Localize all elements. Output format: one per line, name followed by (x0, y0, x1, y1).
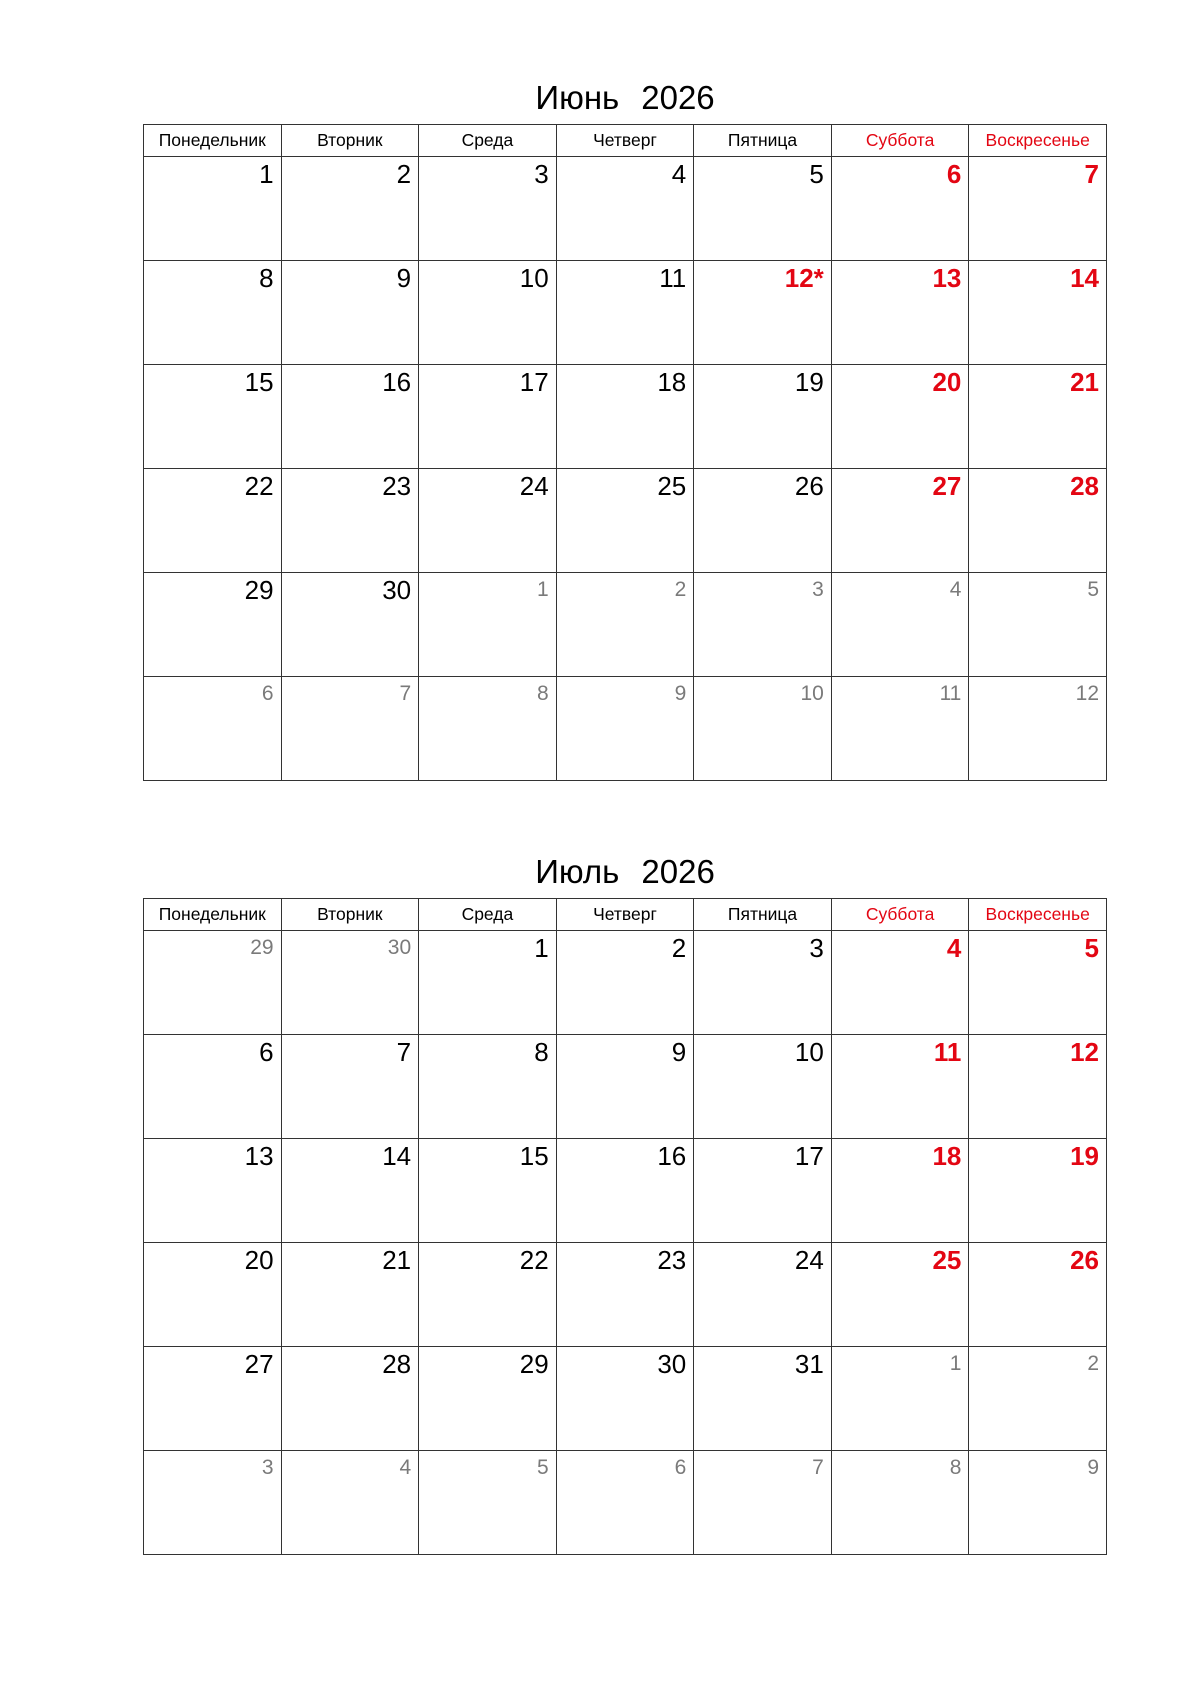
day-number: 19 (794, 367, 824, 397)
month-title (143, 76, 1107, 120)
day-number: 8 (537, 682, 549, 705)
day-cell (419, 1451, 557, 1555)
day-number: 22 (244, 471, 274, 501)
day-number: 1 (537, 578, 549, 601)
day-cell (831, 365, 969, 469)
weekday-header: Воскресенье (969, 125, 1107, 157)
day-cell (281, 261, 419, 365)
day-number: 29 (519, 1349, 549, 1379)
day-cell (419, 1243, 557, 1347)
day-number: 2 (396, 159, 412, 189)
day-number: 17 (519, 367, 549, 397)
day-number: 12* (784, 263, 824, 293)
day-number: 29 (244, 575, 274, 605)
day-cell (969, 1451, 1107, 1555)
day-cell (969, 1035, 1107, 1139)
day-number: 18 (932, 1141, 962, 1171)
day-cell (969, 931, 1107, 1035)
day-cell (556, 931, 694, 1035)
week-row (144, 365, 1107, 469)
day-number: 19 (1070, 1141, 1099, 1171)
day-number: 10 (794, 1037, 824, 1067)
day-number: 9 (671, 1037, 687, 1067)
day-number: 8 (259, 263, 274, 293)
weekday-header: Понедельник (144, 125, 282, 157)
day-number: 9 (1087, 1456, 1099, 1479)
day-number: 30 (387, 936, 412, 959)
day-number: 4 (671, 159, 687, 189)
day-number: 29 (250, 936, 274, 959)
weekday-header-row (144, 125, 1107, 157)
day-cell (281, 1451, 419, 1555)
day-cell (694, 573, 832, 677)
day-number: 3 (812, 578, 824, 601)
day-cell (419, 573, 557, 677)
day-cell (281, 677, 419, 781)
day-cell (556, 261, 694, 365)
day-cell (419, 1035, 557, 1139)
weekday-header: Суббота (831, 899, 969, 931)
day-cell (556, 469, 694, 573)
day-cell (419, 931, 557, 1035)
day-cell (969, 261, 1107, 365)
day-number: 11 (659, 263, 687, 293)
day-cell (556, 1451, 694, 1555)
day-cell (694, 1139, 832, 1243)
day-cell (144, 1451, 282, 1555)
day-cell (831, 677, 969, 781)
day-number: 10 (519, 263, 549, 293)
day-cell (419, 157, 557, 261)
day-cell (694, 1347, 832, 1451)
weekday-header: Понедельник (144, 899, 282, 931)
day-cell (281, 931, 419, 1035)
day-cell (419, 677, 557, 781)
day-number: 27 (932, 471, 962, 501)
day-number: 2 (1087, 1352, 1099, 1375)
day-cell (281, 1243, 419, 1347)
day-cell (831, 1451, 969, 1555)
weekday-header: Четверг (556, 899, 694, 931)
day-cell (144, 261, 282, 365)
day-cell (694, 261, 832, 365)
day-cell (419, 365, 557, 469)
day-cell (831, 1243, 969, 1347)
day-cell (969, 1139, 1107, 1243)
day-cell (969, 1347, 1107, 1451)
day-number: 24 (519, 471, 549, 501)
day-number: 28 (1070, 471, 1099, 501)
day-number: 31 (794, 1349, 824, 1379)
weekday-header: Суббота (831, 125, 969, 157)
day-cell (694, 1451, 832, 1555)
day-cell (831, 469, 969, 573)
day-cell (144, 931, 282, 1035)
day-number: 21 (382, 1245, 412, 1275)
day-cell (281, 1139, 419, 1243)
day-cell (144, 1347, 282, 1451)
day-number: 25 (932, 1245, 962, 1275)
week-row (144, 573, 1107, 677)
day-number: 5 (1087, 578, 1099, 601)
day-cell (144, 157, 282, 261)
day-number: 16 (657, 1141, 687, 1171)
day-number: 25 (657, 471, 687, 501)
calendar-grid (143, 898, 1107, 1555)
day-cell (831, 931, 969, 1035)
day-cell (969, 677, 1107, 781)
day-number: 7 (812, 1456, 824, 1479)
month-name: Июнь (535, 79, 620, 116)
day-number: 6 (259, 1037, 274, 1067)
day-cell (969, 365, 1107, 469)
calendar-body (144, 157, 1107, 781)
day-cell (694, 1035, 832, 1139)
day-cell (969, 469, 1107, 573)
month-year: 2026 (641, 79, 715, 116)
day-number: 13 (244, 1141, 274, 1171)
day-number: 21 (1070, 367, 1099, 397)
day-number: 3 (534, 159, 549, 189)
weekday-header: Пятница (694, 899, 832, 931)
day-cell (144, 1035, 282, 1139)
day-number: 30 (657, 1349, 687, 1379)
day-cell (144, 1243, 282, 1347)
day-number: 20 (244, 1245, 274, 1275)
week-row (144, 1035, 1107, 1139)
day-number: 5 (809, 159, 824, 189)
week-row (144, 1451, 1107, 1555)
day-number: 4 (949, 578, 962, 601)
day-number: 8 (534, 1037, 549, 1067)
day-number: 1 (949, 1352, 962, 1375)
month-name: Июль (535, 853, 620, 890)
day-number: 15 (519, 1141, 549, 1171)
day-cell (969, 573, 1107, 677)
day-cell (144, 573, 282, 677)
week-row (144, 677, 1107, 781)
day-number: 5 (537, 1456, 549, 1479)
weekday-header: Вторник (281, 899, 419, 931)
day-cell (831, 573, 969, 677)
day-number: 28 (382, 1349, 412, 1379)
day-number: 23 (657, 1245, 687, 1275)
day-cell (556, 1347, 694, 1451)
calendar-grid (143, 124, 1107, 781)
weekday-header: Среда (419, 899, 557, 931)
day-number: 1 (259, 159, 274, 189)
day-cell (144, 365, 282, 469)
day-cell (419, 469, 557, 573)
month-year: 2026 (641, 853, 715, 890)
day-cell (831, 157, 969, 261)
day-number: 9 (674, 682, 687, 705)
day-number: 1 (534, 933, 549, 963)
day-cell (144, 1139, 282, 1243)
day-cell (556, 573, 694, 677)
day-number: 4 (399, 1456, 412, 1479)
day-number: 23 (382, 471, 412, 501)
weekday-header: Пятница (694, 125, 832, 157)
day-number: 2 (674, 578, 687, 601)
week-row (144, 261, 1107, 365)
day-number: 16 (382, 367, 412, 397)
day-cell (419, 261, 557, 365)
day-number: 30 (382, 575, 412, 605)
day-number: 14 (1070, 263, 1099, 293)
weekday-header: Вторник (281, 125, 419, 157)
day-cell (281, 157, 419, 261)
week-row (144, 1243, 1107, 1347)
day-cell (281, 1347, 419, 1451)
day-number: 27 (244, 1349, 274, 1379)
day-cell (831, 1347, 969, 1451)
day-number: 17 (794, 1141, 824, 1171)
day-cell (556, 365, 694, 469)
day-cell (419, 1347, 557, 1451)
weekday-header: Среда (419, 125, 557, 157)
day-number: 7 (396, 1037, 412, 1067)
day-number: 11 (933, 1037, 962, 1067)
day-number: 18 (657, 367, 687, 397)
day-number: 3 (809, 933, 824, 963)
day-number: 2 (671, 933, 687, 963)
day-cell (144, 469, 282, 573)
day-cell (419, 1139, 557, 1243)
day-cell (969, 157, 1107, 261)
day-number: 5 (1084, 933, 1099, 963)
day-number: 14 (382, 1141, 412, 1171)
day-number: 6 (674, 1456, 687, 1479)
day-number: 12 (1075, 682, 1099, 705)
day-cell (556, 157, 694, 261)
calendar-body (144, 931, 1107, 1555)
day-number: 11 (939, 682, 962, 705)
week-row (144, 931, 1107, 1035)
day-cell (694, 157, 832, 261)
day-cell (694, 931, 832, 1035)
week-row (144, 1139, 1107, 1243)
day-cell (831, 261, 969, 365)
day-cell (694, 365, 832, 469)
week-row (144, 469, 1107, 573)
day-cell (556, 1139, 694, 1243)
day-number: 7 (399, 682, 412, 705)
month-title (143, 850, 1107, 894)
week-row (144, 157, 1107, 261)
day-cell (969, 1243, 1107, 1347)
day-number: 7 (1084, 159, 1099, 189)
day-number: 12 (1070, 1037, 1099, 1067)
day-cell (694, 677, 832, 781)
day-cell (281, 365, 419, 469)
weekday-header-row (144, 899, 1107, 931)
day-number: 26 (794, 471, 824, 501)
weekday-header: Воскресенье (969, 899, 1107, 931)
day-cell (281, 469, 419, 573)
day-number: 22 (519, 1245, 549, 1275)
day-number: 3 (261, 1456, 274, 1479)
day-number: 24 (794, 1245, 824, 1275)
day-number: 10 (800, 682, 824, 705)
day-cell (694, 1243, 832, 1347)
day-cell (556, 1243, 694, 1347)
day-cell (556, 677, 694, 781)
day-cell (281, 1035, 419, 1139)
day-cell (144, 677, 282, 781)
day-cell (831, 1035, 969, 1139)
day-number: 8 (949, 1456, 962, 1479)
weekday-header: Четверг (556, 125, 694, 157)
day-number: 13 (932, 263, 962, 293)
day-number: 26 (1070, 1245, 1099, 1275)
day-number: 4 (946, 933, 962, 963)
day-number: 6 (946, 159, 962, 189)
day-number: 15 (244, 367, 274, 397)
day-number: 9 (396, 263, 412, 293)
day-cell (281, 573, 419, 677)
day-cell (556, 1035, 694, 1139)
day-cell (831, 1139, 969, 1243)
day-number: 6 (261, 682, 274, 705)
day-number: 20 (932, 367, 962, 397)
week-row (144, 1347, 1107, 1451)
day-cell (694, 469, 832, 573)
